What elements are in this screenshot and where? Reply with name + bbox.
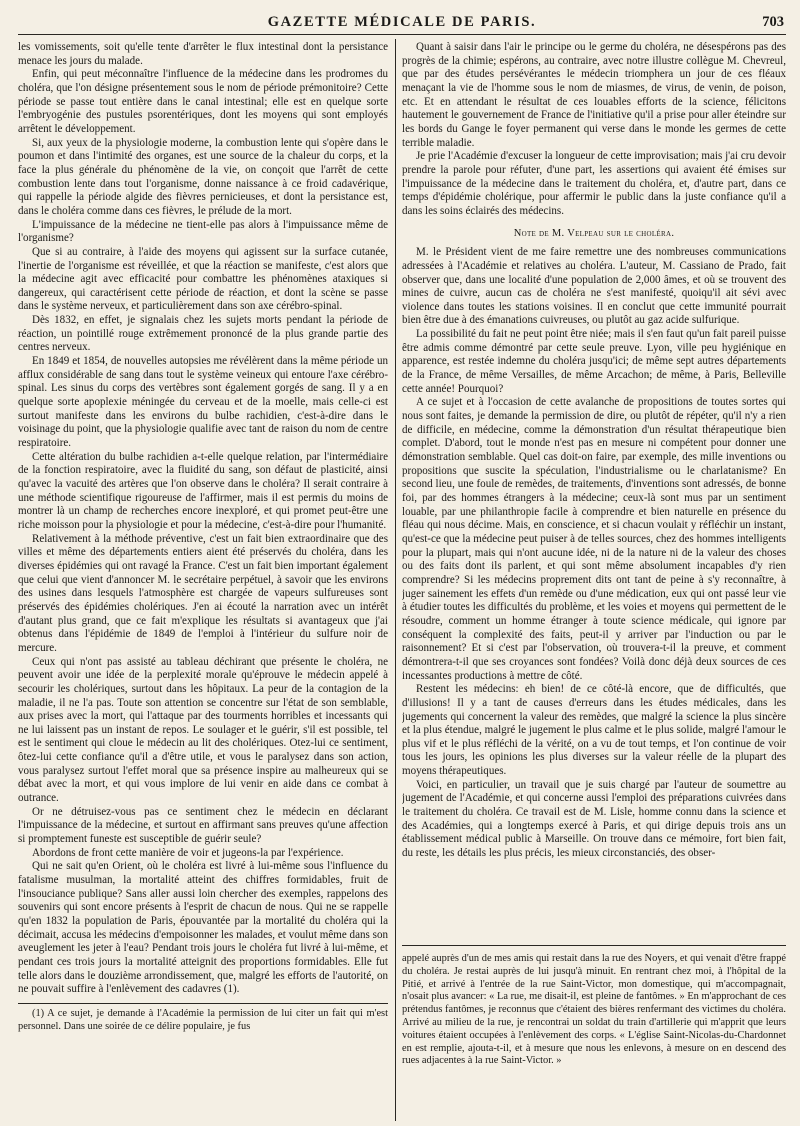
footnote-separator	[402, 945, 786, 946]
paragraph: A ce sujet et à l'occasion de cette avalanche de propositions de toutes sortes qui nous sont faites, je demande la permission de dire, ou plutôt de répéter, qu'il n'y a rien de difficile, en médecine, comme la démonstration d'un résultat thérapeutique bien complet. D'abord, tout le monde n'est pas en mesure ni compétent pour donner une démonstration semblable. Quel cas doit-on faire, par exemple, des mille inventions ou propositions que suscite la spéculation, l'industrialisme ou le charlatanisme? En second lieu, une foule de remèdes, de traitements, d'inventions sont adressés, de bonne foi, par des hommes étrangers à la médecine; ceux-là sont mus par un sentiment louable, par une philanthropie facile à comprendre et bien naturelle en présence du fléau qui nous décime. Mais, en conscience, et si chacun voulait y réfléchir un instant, qu'est-ce que la médecine peut puiser à de telles sources, chez des hommes intelligents pour la plupart, mais qui n'ont aucune idée, ni de la nature ni de la valeur des choses ou des faits dont ils parlent, et qui sont même absolument incapables d'y rien comprendre? Si les médecins proprement dits ont tant de peine à s'y reconnaître, à juger sainement les effets d'un remède ou d'une médication, eux qui ont passé leur vie à étudier toutes les difficultés du problème, et les voies et moyens qui permettent de le résoudre, comment un homme étranger à toute science médicale, qui ignore par conséquent la complexité des faits, peut-il y arriver par l'induction ou par le raisonnement? Et si c'est par l'observation, où trouvera-t-il la preuve, et comment démontrera-t-il que ses croyances sont fondées? Voilà donc déjà deux sources de ces incessantes productions à mettre de côté.	[402, 396, 786, 682]
paragraph: Restent les médecins: eh bien! de ce côté-là encore, que de difficultés, que d'illusions! Il y a tant de causes d'erreurs dans les études médicales, dans les jugements qui concernent la valeur des remèdes, que malgré la science la plus sincère et la plus étendue, malgré le jugement le plus calme et le plus solide, malgré l'amour le plus vif et le plus réfléchi de la vérité, on a vu de tout temps, et l'on continue de voir tous les jours, les opinions les plus diverses sur la valeur réelle de la plupart des moyens thérapeutiques.	[402, 683, 786, 778]
paragraph: Cette altération du bulbe rachidien a-t-elle quelque relation, par l'intermédiaire de la fonction respiratoire, avec la fluidité du sang, son défaut de plasticité, ainsi qu'avec la vacuité des artères que l'on observe dans le choléra? Il serait contraire à une méthode scientifique rigoureuse de l'affirmer, mais il est permis du moins de montrer là un champ de recherches encore inexploré, et qui promet peut-être une riche moisson pour la physiologie et pour la médecine, c'est-à-dire pour l'humanité.	[18, 450, 388, 531]
footnote: (1) A ce sujet, je demande à l'Académie la permission de lui citer un fait qui m'est personnel. Dans une soirée de ce délire populaire, je fus	[18, 1007, 388, 1032]
paragraph: Qui ne sait qu'en Orient, où le choléra est livré à lui-même sous l'influence du fatalisme musulman, la mortalité atteint des chiffres formidables, fruit de l'insouciance publique? Sans aller aussi loin chercher des exemples, rappelons des souvenirs qui sont encore présents à l'esprit de chacun de nous. Qui ne se rappelle qu'en 1832 la population de Paris, épouvantée par la mortalité du choléra qui la décimait, accusa les médecins d'empoisonner les malades, et voulut même dans son aveuglement les jeter à l'eau? Pendant trois jours le choléra fut livré à lui-même, et pendant ces trois jours la mortalité atteignit des proportions formidables. Elle fut telle alors dans le douzième arrondissement, que, malgré les efforts de l'autorité, on ne pouvait suffire à l'enlèvement des cadavres (1).	[18, 860, 388, 996]
paragraph: Enfin, qui peut méconnaître l'influence de la médecine dans les prodromes du choléra, que l'on désigne présentement sous le nom de période prémonitoire? Cette période se passe tout entière dans le canal intestinal; elle est en quelque sorte l'embryogénie des pustules psorentériques, dont les moyens qui sont employés arrêtent le développement.	[18, 68, 388, 135]
page-number: 703	[762, 14, 784, 30]
paragraph: Quant à saisir dans l'air le principe ou le germe du choléra, ne désespérons pas des progrès de la chimie; espérons, au contraire, avec notre illustre collègue M. Chevreul, que par des études persévérantes le médecin triomphera un jour de ces fléaux menaçant la vie de l'homme sous le nom de miasmes, de virus, de venin, de poison, etc. Et en attendant le résultat de ces louables efforts de la science, félicitons hautement le gouvernement de France de l'initiative qu'il a prise pour aller éteindre sur les bords du Gange le foyer permanent qui verse dans le monde les germes de cette terrible maladie.	[402, 41, 786, 149]
page-header	[18, 12, 786, 35]
paragraph: Si, aux yeux de la physiologie moderne, la combustion lente qui s'opère dans le poumon et dans l'intimité des organes, est une source de la chaleur du corps, et la face la plus générale du phénomène de la vie, on conçoit que l'arrêt de cette combustion lente dans tout l'organisme, donne naissance à ce froid cadavérique, qui rappelle la période algide des fièvres pernicieuses, et dont la persistance est, dans le choléra comme dans ces fièvres, le prélude de la mort.	[18, 136, 388, 217]
paragraph: Or ne détruisez-vous pas ce sentiment chez le médecin en déclarant l'impuissance de la médecine, et surtout en affirmant sans preuves qu'une affection si promptement funeste est susceptible de guérir seule?	[18, 805, 388, 846]
footnote-continuation	[402, 953, 786, 1123]
paragraph: En 1849 et 1854, de nouvelles autopsies me révélèrent dans la même période un afflux considérable de sang dans tout le système veineux qui entoure l'axe cérébro-spinal. Les sinus du corps des vertèbres sont également gorgés de sang. Il y a en quelque sorte apoplexie méningée du cerveau et de la moelle, mais celle-ci est surtout manifeste dans les environs du bulbe rachidien, c'est-à-dire dans le voisinage du point, que la physiologie qualifie avec tant de raison du nom de centre respiratoire.	[18, 355, 388, 450]
column-divider	[395, 39, 396, 1121]
paragraph: La possibilité du fait ne peut point être niée; mais il s'en faut qu'un fait pareil puisse être admis comme démontré par cette seule preuve. Lyon, ville peu hygiénique en apparence, est restée indemne du choléra jusqu'ici; de même sept autres départements de la France, de même Versailles, de même Arcachon; de même, à Paris, Belleville cette année! Pourquoi?	[402, 328, 786, 395]
left-column	[18, 41, 388, 1034]
paragraph: Ceux qui n'ont pas assisté au tableau déchirant que présente le choléra, ne peuvent avoir une idée de la perplexité morale qu'éprouve le médecin appelé à secourir les cholériques, surtout dans les hôpitaux. La peur de la contagion de la maladie, il ne l'a pas. Toute son attention se concentre sur l'état de son semblable, aux prises avec la mort, qui l'attaque par des tourments horribles et incessants qui ne lui laissent pas un instant de repos. Le soulager et le guérir, s'il est possible, tel est le sentiment qui cloue le médecin au lit des cholériques. Otez-lui ce sentiment, ôtez-lui cette confiance qu'il a d'être utile, et vous le paralysez dans son action, vous paralysez surtout l'effet moral que sa présence inspire au malheureux qui se débat avec la mort, et qui vous implore de lui venir en aide dans ce combat à outrance.	[18, 655, 388, 805]
footnote-text: appelé auprès d'un de mes amis qui restait dans la rue des Noyers, et qui venait d'être frappé du choléra. Je restai auprès de lui jusqu'à minuit. En rentrant chez moi, à l'hôpital de la Pitié, et arrivé à l'entrée de la rue Saint-Victor, mon domestique, qui m'accompagnait, n'osait plus avancer: « La rue, me disait-il, est pleine de fantômes. » En m'approchant de ces prétendus fantômes, je reconnus que c'étaient des bières renfermant des victimes du choléra. Arrivé au milieu de la rue, je rencontrai un soldat du train d'artillerie qui m'apprit que leurs voitures étaient occupées à l'enlèvement des corps. « L'église Saint-Nicolas-du-Chardonnet en est remplie, ajouta-t-il, et à mesure que nous les enlevons, à mesure on en descend des rues adjacentes à la rue Saint-Victor. »	[402, 953, 786, 1067]
paragraph: les vomissements, soit qu'elle tente d'arrêter le flux intestinal dont la persistance menace les jours du malade.	[18, 41, 388, 67]
section-title: Note de M. Velpeau sur le choléra.	[513, 227, 675, 239]
paragraph: M. le Président vient de me faire remettre une des nombreuses communications adressées à l'Académie et relatives au choléra. L'auteur, M. Cassiano de Prado, fait observer que, dans une localité d'une population de 2,000 âmes, et où se trouvent des mines de cuivre, aucun cas de choléra ne s'est manifesté, quoiqu'il ait sévi avec violence dans toutes les stations voisines. Il en conclut que cette immunité pourrait bien être due à des émanations cuivreuses, ou plutôt au gaz acide sulfurique.	[402, 246, 786, 327]
page-body	[18, 35, 786, 1125]
paragraph: L'impuissance de la médecine ne tient-elle pas alors à l'impuissance même de l'organisme?	[18, 218, 388, 245]
paragraph: Abordons de front cette manière de voir et jugeons-la par l'expérience.	[32, 846, 344, 859]
paragraph: Voici, en particulier, un travail que je suis chargé par l'auteur de soumettre au jugement de l'Académie, et qui concerne aussi l'emploi des préparations cuivrées dans le traitement du choléra. Ce travail est de M. Lisle, homme connu dans la science et des Académies, qui a longtemps exercé à Paris, et qui dirige depuis trois ans un établissement médical public à Marseille. On trouve dans ce mémoire, fort bien fait, du reste, les détails les plus précis, les mieux circonstanciés, des obser-	[402, 778, 786, 860]
paragraph: Relativement à la méthode préventive, c'est un fait bien extraordinaire que des villes et même des départements entiers aient été préservés du choléra, dans les diverses épidémies qui ont ravagé la France. C'est un fait bien important également que celui que vient d'annoncer M. le secrétaire perpétuel, à savoir que les environs des usines dans lesquels l'atmosphère est chargée de vapeurs sulfureuses sont préservés des épidémies cholériques. J'en ai écouté la narration avec un intérêt d'autant plus grand, que ce fait m'explique les résultats si avantageux que j'ai obtenus dans l'épidémie de 1849 de l'emploi à l'intérieur du sulfure noir de mercure.	[18, 532, 388, 654]
paragraph: Dès 1832, en effet, je signalais chez les sujets morts pendant la période de réaction, un pointillé rouge extrêmement prononcé de la plus grande partie des centres nerveux.	[18, 314, 388, 354]
footnote-rule	[18, 1003, 388, 1004]
right-column	[402, 41, 786, 941]
paragraph: Je prie l'Académie d'excuser la longueur de cette improvisation; mais j'ai cru devoir prendre la parole pour réfuter, d'une part, les assertions qui avaient été émises sur l'impuissance de la médecine dans le traitement du choléra, et, d'autre part, dans ce temps d'épidémie cholérique, pour affermir le public dans la juste confiance qu'il a dans les soins éclairés des médecins.	[402, 150, 786, 217]
paragraph: Que si au contraire, à l'aide des moyens qui agissent sur la surface cutanée, l'inertie de l'organisme est réveillée, et que la réaction se manifeste, c'est alors que la médecine agit avec efficacité pour combattre les phénomènes ataxiques si dangereux, qui caractérisent cette période de réaction, et dont la scène se passe dans le système nerveux, et particulièrement dans son axe cérébro-spinal.	[18, 245, 388, 313]
journal-title: GAZETTE MÉDICALE DE PARIS.	[267, 14, 537, 30]
